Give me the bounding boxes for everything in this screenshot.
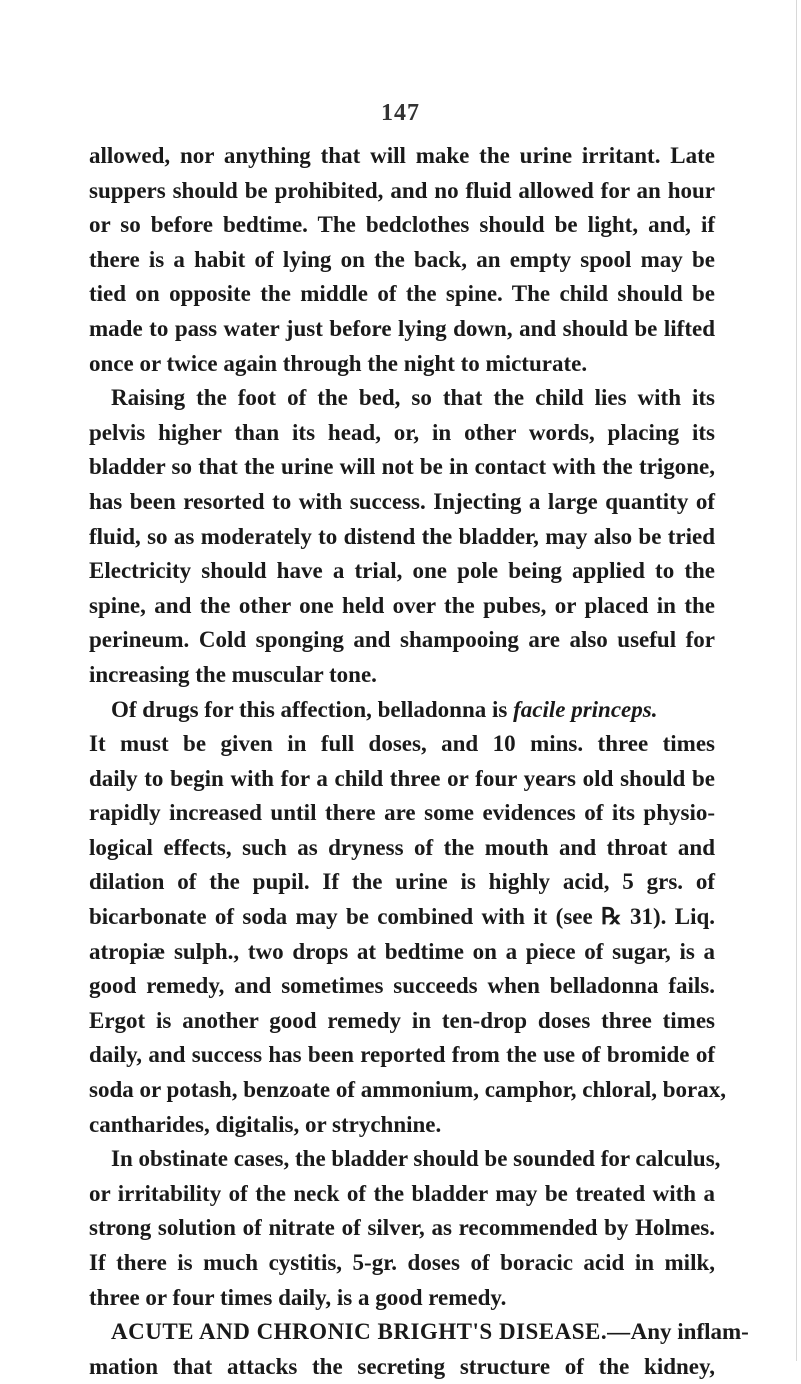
text-line: bladder so that the urine will not be in contact with the trigone, — [89, 454, 715, 480]
text-line: bicarbonate of soda may be combined with it (see ℞ 31). Liq. — [89, 904, 715, 930]
text-line: rapidly increased until there are some evidences of its physio- — [89, 800, 715, 826]
text-line: increasing the muscular tone. — [89, 661, 377, 687]
page-edge-line — [796, 0, 797, 1361]
text-line: fluid, so as moderately to distend the bladder, may also be tried — [89, 523, 715, 549]
text-line: atropiæ sulph., two drops at bedtime on a piece of sugar, is a — [89, 938, 715, 964]
text-line: tied on opposite the middle of the spine. The child should be — [89, 281, 715, 307]
text-line: once or twice again through the night to micturate. — [89, 350, 588, 376]
text-line: perineum. Cold sponging and shampooing are also useful for — [89, 627, 715, 653]
text-line: Ergot is another good remedy in ten-drop doses three times — [89, 1007, 715, 1033]
text-line: Raising the foot of the bed, so that the child lies with its — [111, 385, 715, 411]
text-segment: Any inflam- — [630, 1319, 749, 1345]
text-line: three or four times daily, is a good remedy. — [89, 1284, 507, 1310]
text-line: In obstinate cases, the bladder should be sounded for calculus, — [111, 1146, 721, 1172]
text-line: cantharides, digitalis, or strychnine. — [89, 1111, 442, 1137]
text-line: allowed, nor anything that will make the urine irritant. Late — [89, 143, 715, 168]
text-line: mation that attacks the secreting structure of the kidney, — [89, 1353, 715, 1379]
text-line: has been resorted to with success. Injecting a large quantity of — [89, 488, 715, 514]
text-line: daily to begin with for a child three or four years old should be — [89, 765, 715, 791]
text-line: there is a habit of lying on the back, an empty spool may be — [89, 246, 715, 272]
text-line: or so before bedtime. The bedclothes should be light, and, if — [89, 212, 715, 238]
text-line: or irritability of the neck of the bladder may be treated with a — [89, 1180, 715, 1206]
text-line: daily, and success has been reported from the use of bromide of — [89, 1042, 715, 1068]
text-line: good remedy, and sometimes succeeds when belladonna fails. — [89, 973, 715, 999]
text-line: Electricity should have a trial, one pole being applied to the — [89, 558, 715, 584]
italic-phrase: facile princeps. — [513, 696, 658, 722]
text-segment: Of drugs for this affection, belladonna is — [111, 696, 508, 722]
text-line: strong solution of nitrate of silver, as recommended by Holmes. — [89, 1215, 715, 1241]
text-line: spine, and the other one held over the pubes, or placed in the — [89, 592, 715, 618]
text-line: made to pass water just before lying down, and should be lifted — [89, 315, 715, 341]
text-line: It must be given in full doses, and 10 mins. three times — [89, 731, 715, 757]
page-number: 147 — [381, 100, 420, 126]
text-line: dilation of the pupil. If the urine is highly acid, 5 grs. of — [89, 869, 715, 895]
text-line: pelvis higher than its head, or, in other words, placing its — [89, 419, 715, 445]
body-text — [89, 139, 749, 1384]
text-line: soda or potash, benzoate of ammonium, camphor, chloral, borax, — [89, 1077, 726, 1103]
text-line: logical effects, such as dryness of the mouth and throat and — [89, 834, 715, 860]
text-line: suppers should be prohibited, and no fluid allowed for an hour — [89, 177, 715, 203]
section-heading: ACUTE AND CHRONIC BRIGHT'S DISEASE.— — [111, 1319, 631, 1345]
text-line-with-heading — [89, 1315, 749, 1350]
text-line: If there is much cystitis, 5-gr. doses of boracic acid in milk, — [89, 1250, 715, 1275]
text-line-with-italic — [89, 693, 715, 728]
